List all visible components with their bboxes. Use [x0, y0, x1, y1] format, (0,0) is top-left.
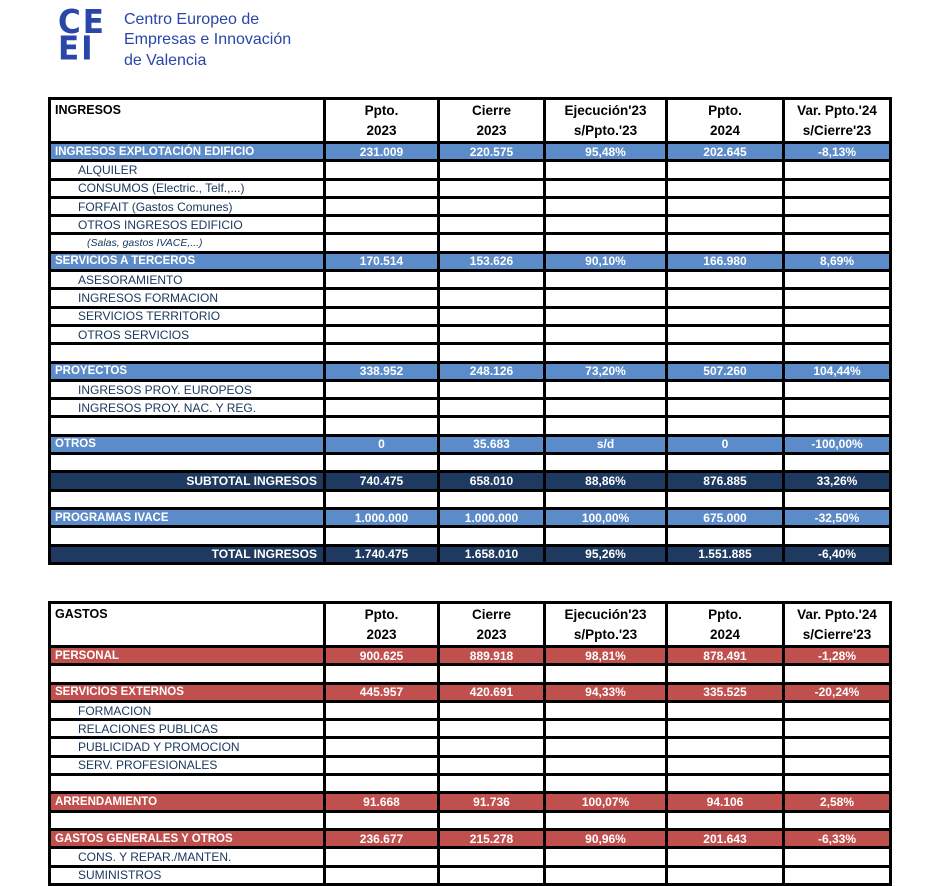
cell-value: 420.691 — [439, 683, 545, 701]
column-header — [545, 603, 667, 647]
cell-value — [545, 756, 667, 774]
cell-value — [784, 848, 891, 866]
cell-value: 95,48% — [545, 143, 667, 161]
cell-value — [545, 234, 667, 252]
cell-value: 100,00% — [545, 508, 667, 526]
cell-value — [784, 454, 891, 472]
row-label — [50, 665, 325, 683]
cell-value — [439, 399, 545, 417]
row-label: INGRESOS PROY. EUROPEOS — [50, 380, 325, 398]
cell-value — [325, 179, 439, 197]
cell-value — [667, 307, 784, 325]
org-name-line1: Centro Europeo de — [123, 11, 260, 28]
row-label: SERVICIOS A TERCEROS — [50, 252, 325, 270]
sub-row — [50, 161, 891, 179]
cell-value: 220.575 — [439, 143, 545, 161]
cell-value: 1.658.010 — [439, 545, 545, 563]
cell-value — [784, 289, 891, 307]
cell-value — [784, 307, 891, 325]
section-row — [50, 793, 891, 811]
cell-value — [325, 234, 439, 252]
empty-row — [50, 454, 891, 472]
cell-value — [667, 325, 784, 343]
column-header-line: Ejecución'23 — [564, 102, 647, 118]
sub-row — [50, 307, 891, 325]
cell-value — [784, 271, 891, 289]
sub-row — [50, 720, 891, 738]
cell-value — [325, 665, 439, 683]
cell-value — [784, 720, 891, 738]
cell-value — [325, 701, 439, 719]
column-header-line: Cierre — [471, 102, 512, 118]
cell-value — [784, 325, 891, 343]
row-label: (Salas, gastos IVACE,...) — [50, 234, 325, 252]
row-label — [50, 417, 325, 435]
cell-value: 73,20% — [545, 362, 667, 380]
column-header-line: Ejecución'23 — [564, 606, 647, 622]
cell-value — [325, 811, 439, 829]
cell-value: 94,33% — [545, 683, 667, 701]
cell-value — [784, 344, 891, 362]
cell-value — [545, 307, 667, 325]
cell-value — [545, 490, 667, 508]
sub-row — [50, 325, 891, 343]
column-header — [784, 603, 891, 647]
cell-value: 675.000 — [667, 508, 784, 526]
cell-value: 170.514 — [325, 252, 439, 270]
sub-row — [50, 271, 891, 289]
column-header-line: Var. Ppto.'24 — [797, 606, 877, 622]
cell-value: 248.126 — [439, 362, 545, 380]
cell-value — [784, 527, 891, 545]
total-row — [50, 545, 891, 563]
section-row — [50, 362, 891, 380]
cell-value: 876.885 — [667, 472, 784, 490]
cell-value — [784, 399, 891, 417]
cell-value: 166.980 — [667, 252, 784, 270]
cell-value: 0 — [325, 435, 439, 453]
sub-row — [50, 701, 891, 719]
cell-value: 1.000.000 — [325, 508, 439, 526]
cell-value — [784, 775, 891, 793]
cell-value — [325, 527, 439, 545]
cell-value — [439, 161, 545, 179]
cell-value — [667, 665, 784, 683]
cell-value — [545, 811, 667, 829]
header-row — [50, 99, 891, 143]
ceei-logo — [58, 3, 106, 69]
cell-value — [667, 701, 784, 719]
cell-value — [784, 665, 891, 683]
column-header-line: s/Cierre'23 — [802, 626, 872, 642]
row-label: FORMACION — [50, 701, 325, 719]
cell-value: 1.551.885 — [667, 545, 784, 563]
column-header — [325, 99, 439, 143]
cell-value — [545, 271, 667, 289]
cell-value — [784, 738, 891, 756]
cell-value — [439, 179, 545, 197]
cell-value: -1,28% — [784, 647, 891, 665]
cell-value — [667, 775, 784, 793]
row-label: ARRENDAMIENTO — [50, 793, 325, 811]
row-label — [50, 490, 325, 508]
cell-value: 33,26% — [784, 472, 891, 490]
row-label: GASTOS GENERALES Y OTROS — [50, 829, 325, 847]
cell-value — [667, 271, 784, 289]
cell-value: 90,10% — [545, 252, 667, 270]
row-label: SUBTOTAL INGRESOS — [50, 472, 325, 490]
cell-value: 0 — [667, 435, 784, 453]
cell-value: 90,96% — [545, 829, 667, 847]
cell-value — [667, 848, 784, 866]
cell-value: 35.683 — [439, 435, 545, 453]
column-header-line: s/Ppto.'23 — [573, 626, 638, 642]
column-header-line: s/Cierre'23 — [802, 122, 872, 138]
cell-value — [325, 161, 439, 179]
cell-value — [545, 197, 667, 215]
cell-value — [325, 271, 439, 289]
column-header — [784, 99, 891, 143]
org-name-line3: de Valencia — [123, 51, 207, 69]
cell-value: 153.626 — [439, 252, 545, 270]
cell-value: 658.010 — [439, 472, 545, 490]
row-label: SUMINISTROS — [50, 866, 325, 884]
cell-value — [325, 344, 439, 362]
cell-value: 1.740.475 — [325, 545, 439, 563]
cell-value: 8,69% — [784, 252, 891, 270]
cell-value — [667, 216, 784, 234]
cell-value: 202.645 — [667, 143, 784, 161]
cell-value: 335.525 — [667, 683, 784, 701]
column-header — [667, 99, 784, 143]
org-name-line2: Empresas e Innovación — [123, 31, 292, 49]
empty-row — [50, 775, 891, 793]
row-label: SERV. PROFESIONALES — [50, 756, 325, 774]
cell-value — [667, 527, 784, 545]
section-row — [50, 143, 891, 161]
cell-value — [439, 720, 545, 738]
cell-value — [439, 197, 545, 215]
cell-value: 900.625 — [325, 647, 439, 665]
cell-value: 100,07% — [545, 793, 667, 811]
empty-row — [50, 344, 891, 362]
cell-value: 215.278 — [439, 829, 545, 847]
sub-row — [50, 197, 891, 215]
cell-value — [667, 417, 784, 435]
cell-value — [545, 344, 667, 362]
cell-value — [545, 454, 667, 472]
column-header — [667, 603, 784, 647]
cell-value — [667, 738, 784, 756]
cell-value — [545, 216, 667, 234]
cell-value — [545, 848, 667, 866]
cell-value: 889.918 — [439, 647, 545, 665]
cell-value — [325, 197, 439, 215]
sub-italic-row — [50, 234, 891, 252]
cell-value: 95,26% — [545, 545, 667, 563]
row-label: OTROS SERVICIOS — [50, 325, 325, 343]
ceei-logo-line1: CE — [58, 3, 106, 42]
cell-value — [325, 720, 439, 738]
cell-value: 236.677 — [325, 829, 439, 847]
cell-value — [439, 307, 545, 325]
column-header — [439, 603, 545, 647]
cell-value — [545, 417, 667, 435]
row-label: PUBLICIDAD Y PROMOCION — [50, 738, 325, 756]
cell-value — [439, 665, 545, 683]
sub-row — [50, 738, 891, 756]
row-label: OTROS INGRESOS EDIFICIO — [50, 216, 325, 234]
cell-value — [545, 161, 667, 179]
cell-value — [325, 490, 439, 508]
column-header-line: Var. Ppto.'24 — [797, 102, 877, 118]
cell-value: -100,00% — [784, 435, 891, 453]
cell-value — [325, 417, 439, 435]
cell-value — [667, 344, 784, 362]
cell-value — [545, 527, 667, 545]
gastos-table — [48, 601, 892, 886]
cell-value: -6,33% — [784, 829, 891, 847]
section-row — [50, 435, 891, 453]
empty-row — [50, 811, 891, 829]
column-header-line: 2023 — [476, 626, 507, 642]
ceei-logo-line2: EI — [58, 30, 95, 69]
cell-value — [325, 454, 439, 472]
cell-value — [784, 490, 891, 508]
cell-value: 338.952 — [325, 362, 439, 380]
column-header-line: 2023 — [366, 626, 397, 642]
column-header — [325, 603, 439, 647]
cell-value — [667, 720, 784, 738]
row-label: ALQUILER — [50, 161, 325, 179]
column-header-line: s/Ppto.'23 — [573, 122, 638, 138]
cell-value: 94.106 — [667, 793, 784, 811]
table-title: GASTOS — [50, 603, 325, 647]
cell-value — [545, 665, 667, 683]
column-header-line: Ppto. — [364, 606, 399, 622]
cell-value — [439, 289, 545, 307]
cell-value — [325, 380, 439, 398]
row-label: CONS. Y REPAR./MANTEN. — [50, 848, 325, 866]
row-label: INGRESOS EXPLOTACIÓN EDIFICIO — [50, 143, 325, 161]
row-label — [50, 527, 325, 545]
table-title: INGRESOS — [50, 99, 325, 143]
sub-row — [50, 399, 891, 417]
cell-value: 91.668 — [325, 793, 439, 811]
ingresos-table — [48, 97, 892, 565]
cell-value — [784, 417, 891, 435]
cell-value — [667, 454, 784, 472]
cell-value: -32,50% — [784, 508, 891, 526]
cell-value — [325, 738, 439, 756]
cell-value — [439, 811, 545, 829]
cell-value: 231.009 — [325, 143, 439, 161]
column-header-line: 2023 — [366, 122, 397, 138]
cell-value — [325, 307, 439, 325]
column-header-line: Ppto. — [708, 606, 742, 622]
sub-row — [50, 848, 891, 866]
cell-value — [439, 234, 545, 252]
column-header-line: 2024 — [709, 626, 741, 642]
sub-row — [50, 756, 891, 774]
cell-value — [784, 179, 891, 197]
cell-value: s/d — [545, 435, 667, 453]
sub-row — [50, 289, 891, 307]
cell-value — [439, 380, 545, 398]
cell-value — [439, 701, 545, 719]
cell-value — [325, 848, 439, 866]
cell-value: -20,24% — [784, 683, 891, 701]
cell-value: -6,40% — [784, 545, 891, 563]
cell-value — [667, 179, 784, 197]
column-header-line: 2023 — [476, 122, 507, 138]
column-header — [439, 99, 545, 143]
empty-row — [50, 665, 891, 683]
row-label — [50, 454, 325, 472]
org-name — [124, 10, 291, 71]
cell-value — [667, 811, 784, 829]
cell-value — [439, 527, 545, 545]
cell-value — [667, 756, 784, 774]
cell-value — [439, 325, 545, 343]
cell-value — [545, 289, 667, 307]
cell-value — [784, 197, 891, 215]
cell-value — [325, 756, 439, 774]
row-label — [50, 811, 325, 829]
cell-value — [439, 417, 545, 435]
cell-value — [439, 490, 545, 508]
header-row — [50, 603, 891, 647]
row-label: PERSONAL — [50, 647, 325, 665]
row-label: SERVICIOS EXTERNOS — [50, 683, 325, 701]
cell-value — [545, 380, 667, 398]
cell-value — [325, 775, 439, 793]
cell-value — [784, 701, 891, 719]
cell-value: 201.643 — [667, 829, 784, 847]
row-label: TOTAL INGRESOS — [50, 545, 325, 563]
cell-value — [545, 179, 667, 197]
header-branding — [58, 3, 292, 71]
cell-value — [667, 380, 784, 398]
cell-value — [325, 289, 439, 307]
row-label — [50, 775, 325, 793]
cell-value — [545, 399, 667, 417]
row-label: PROYECTOS — [50, 362, 325, 380]
cell-value: 507.260 — [667, 362, 784, 380]
cell-value — [439, 216, 545, 234]
cell-value — [545, 775, 667, 793]
cell-value — [667, 234, 784, 252]
cell-value — [439, 454, 545, 472]
cell-value: 1.000.000 — [439, 508, 545, 526]
section-row — [50, 647, 891, 665]
cell-value — [439, 756, 545, 774]
cell-value: 878.491 — [667, 647, 784, 665]
cell-value — [667, 161, 784, 179]
row-label: INGRESOS FORMACION — [50, 289, 325, 307]
cell-value — [784, 811, 891, 829]
row-label — [50, 344, 325, 362]
cell-value — [325, 216, 439, 234]
cell-value — [667, 399, 784, 417]
cell-value — [784, 216, 891, 234]
empty-row — [50, 490, 891, 508]
row-label: CONSUMOS (Electric., Telf.,...) — [50, 179, 325, 197]
row-label: FORFAIT (Gastos Comunes) — [50, 197, 325, 215]
row-label: SERVICIOS TERRITORIO — [50, 307, 325, 325]
cell-value: 104,44% — [784, 362, 891, 380]
cell-value — [439, 775, 545, 793]
section-row — [50, 683, 891, 701]
gastos-grid — [48, 601, 892, 886]
cell-value: 445.957 — [325, 683, 439, 701]
cell-value: 740.475 — [325, 472, 439, 490]
cell-value — [784, 234, 891, 252]
column-header-line: 2024 — [709, 122, 741, 138]
column-header-line: Ppto. — [708, 102, 742, 118]
cell-value — [545, 325, 667, 343]
cell-value — [439, 738, 545, 756]
sub-row — [50, 216, 891, 234]
section-row — [50, 508, 891, 526]
cell-value — [667, 197, 784, 215]
ingresos-grid — [48, 97, 892, 565]
row-label: OTROS — [50, 435, 325, 453]
cell-value: 88,86% — [545, 472, 667, 490]
empty-row — [50, 527, 891, 545]
row-label: PROGRAMAS IVACE — [50, 508, 325, 526]
cell-value: 91.736 — [439, 793, 545, 811]
column-header-line: Ppto. — [364, 102, 399, 118]
cell-value — [545, 720, 667, 738]
sub-row — [50, 380, 891, 398]
section-row — [50, 252, 891, 270]
cell-value — [545, 738, 667, 756]
sub-row — [50, 179, 891, 197]
cell-value — [325, 399, 439, 417]
cell-value — [545, 701, 667, 719]
section-row — [50, 829, 891, 847]
cell-value: 98,81% — [545, 647, 667, 665]
cell-value: -8,13% — [784, 143, 891, 161]
row-label: RELACIONES PUBLICAS — [50, 720, 325, 738]
cell-value — [325, 325, 439, 343]
cell-value — [667, 490, 784, 508]
cell-value — [439, 344, 545, 362]
cell-value: 2,58% — [784, 793, 891, 811]
cell-value — [784, 380, 891, 398]
cell-value — [784, 756, 891, 774]
row-label: ASESORAMIENTO — [50, 271, 325, 289]
empty-row — [50, 417, 891, 435]
cell-value — [439, 271, 545, 289]
cell-value — [439, 848, 545, 866]
row-label: INGRESOS PROY. NAC. Y REG. — [50, 399, 325, 417]
cell-value — [667, 289, 784, 307]
column-header-line: Cierre — [471, 606, 512, 622]
total-row — [50, 472, 891, 490]
cell-value — [784, 161, 891, 179]
column-header — [545, 99, 667, 143]
